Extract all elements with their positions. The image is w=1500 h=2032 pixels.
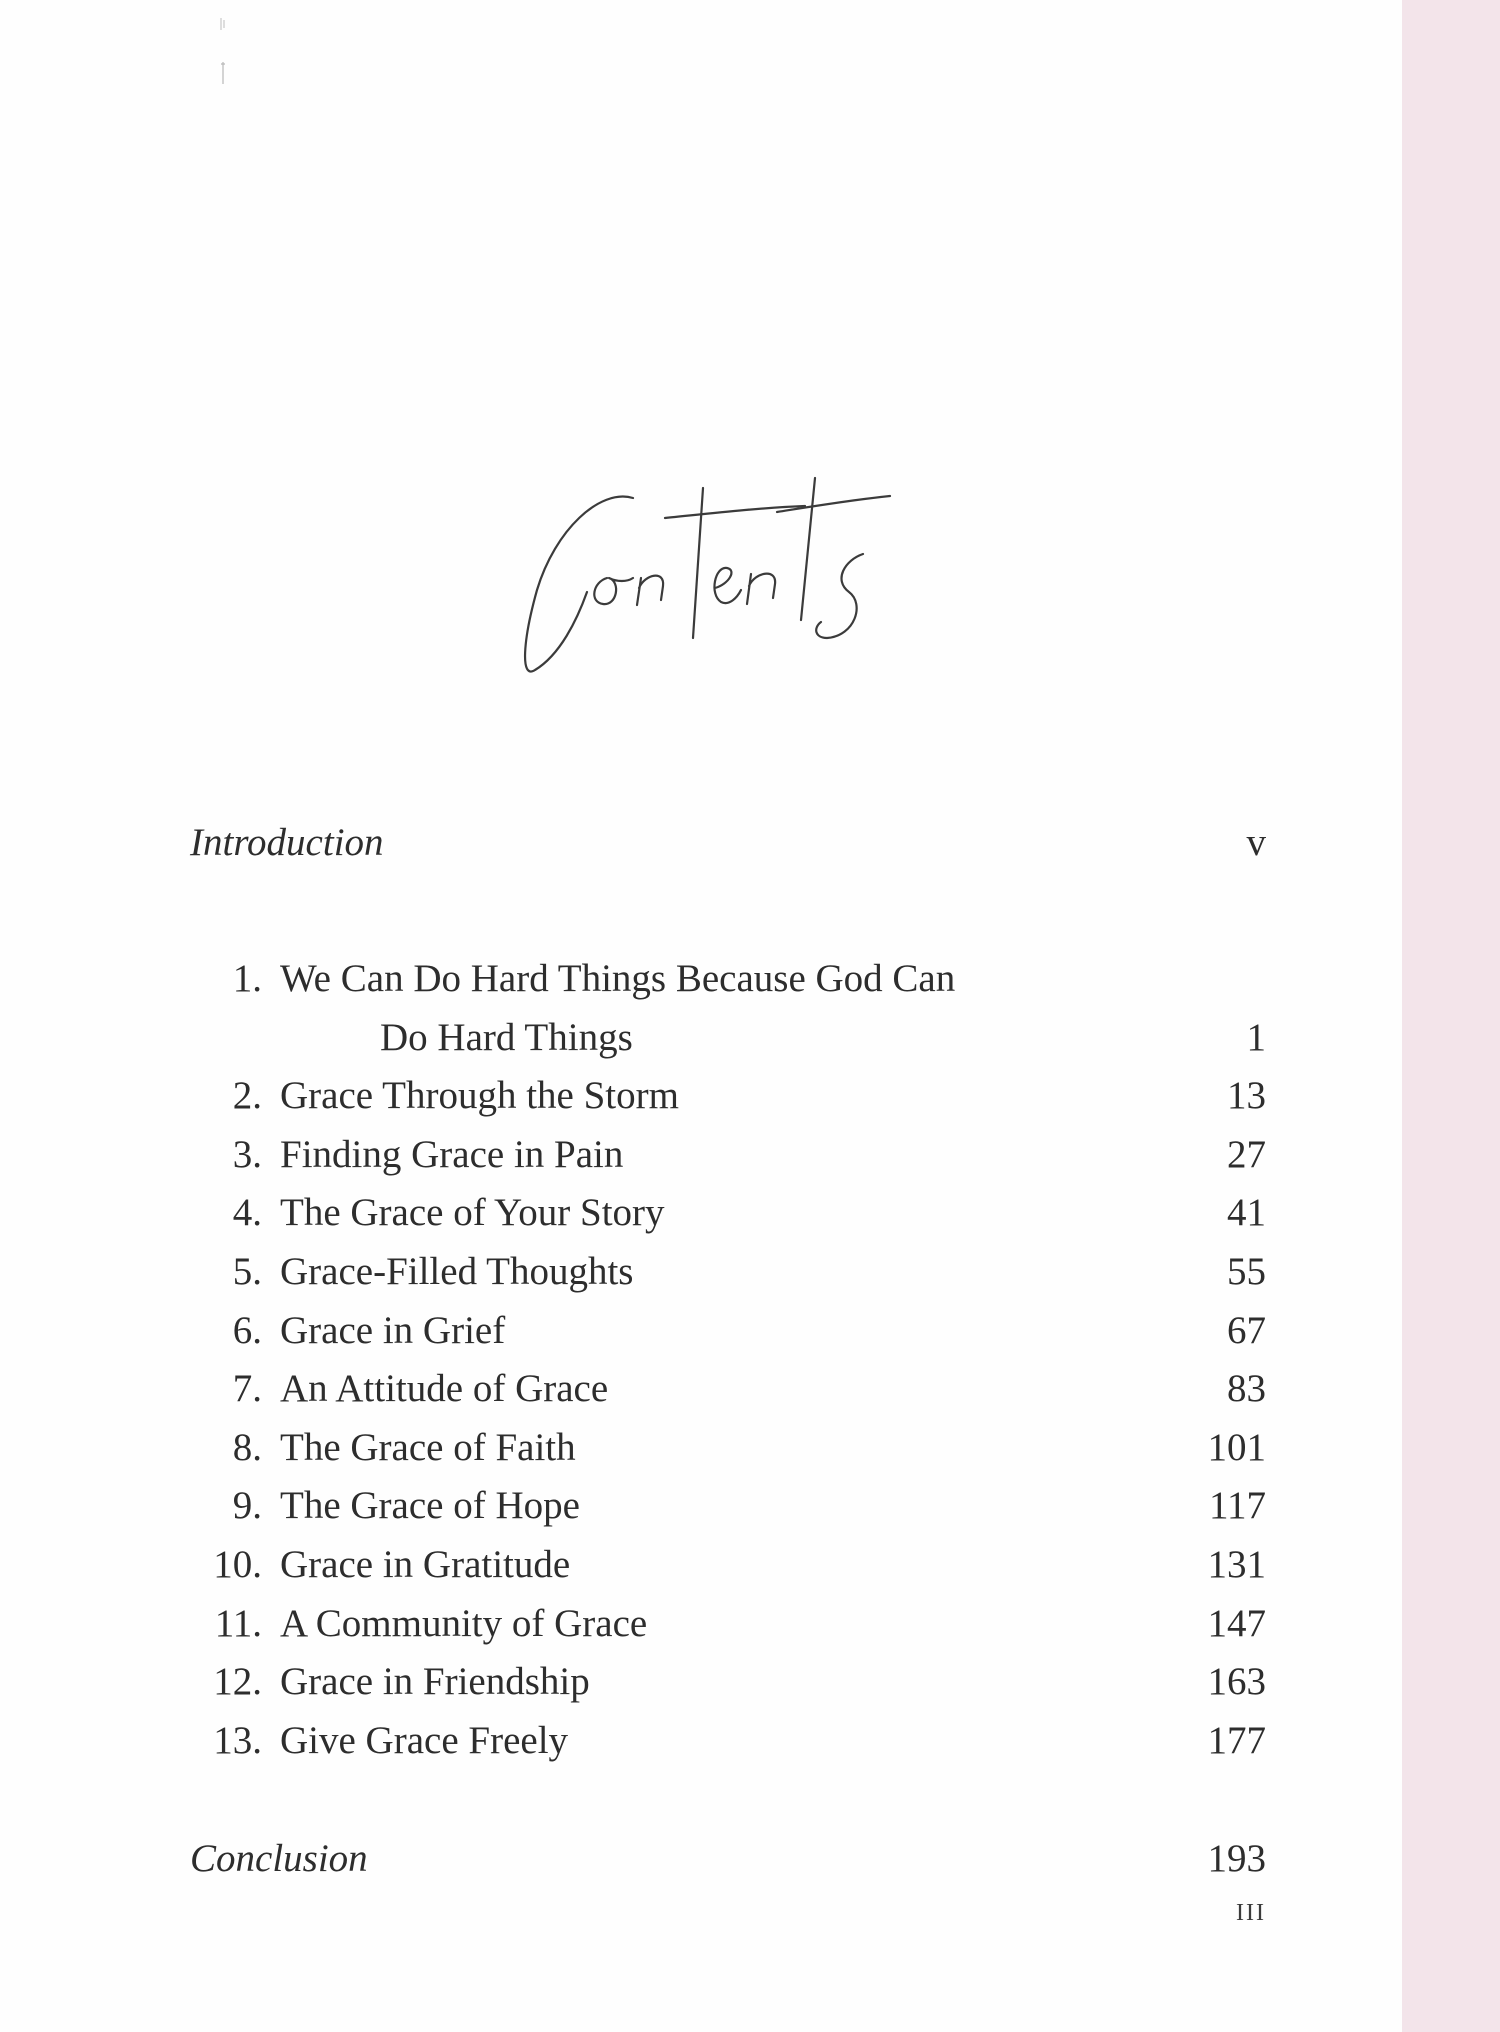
chapter-page: 131	[1207, 1542, 1266, 1586]
chapter-number: 8.	[232, 1425, 262, 1469]
chapter-row	[190, 1425, 1266, 1484]
page-folio: III	[1236, 1900, 1266, 1926]
chapter-page: 67	[1227, 1308, 1266, 1352]
chapter-row	[190, 1015, 1266, 1074]
chapter-number: 3.	[232, 1132, 262, 1176]
introduction-label: Introduction	[190, 821, 384, 864]
chapter-row	[190, 1249, 1266, 1308]
chapter-page: 13	[1227, 1074, 1266, 1118]
chapter-title: An Attitude of Grace	[280, 1367, 609, 1411]
chapter-title: The Grace of Hope	[280, 1484, 580, 1528]
chapter-title: The Grace of Your Story	[280, 1191, 665, 1235]
chapter-title: Grace-Filled Thoughts	[280, 1249, 634, 1293]
conclusion-label: Conclusion	[190, 1837, 368, 1881]
toc-introduction-row	[190, 820, 1266, 880]
chapter-row	[190, 1718, 1266, 1777]
page-scan-marks	[218, 14, 228, 84]
chapter-row	[190, 1132, 1266, 1191]
chapter-page: 101	[1207, 1425, 1266, 1469]
table-of-contents	[190, 820, 1266, 1896]
chapter-page: 1	[1246, 1015, 1266, 1059]
chapter-list	[190, 956, 1266, 1776]
chapter-row	[190, 1483, 1266, 1542]
chapter-page: 27	[1227, 1132, 1266, 1176]
chapter-row	[190, 956, 1266, 1015]
chapter-title: Grace in Gratitude	[280, 1542, 571, 1586]
chapter-number: 2.	[232, 1074, 262, 1118]
chapter-title: Grace in Grief	[280, 1308, 506, 1352]
chapter-title: Give Grace Freely	[280, 1718, 569, 1762]
chapter-title: We Can Do Hard Things Because God Can	[280, 957, 956, 1000]
page-edge-strip	[1402, 0, 1500, 2032]
chapter-page: 163	[1207, 1660, 1266, 1704]
chapter-number: 11.	[214, 1601, 262, 1645]
chapter-number: 6.	[232, 1308, 262, 1352]
chapter-page: 83	[1227, 1367, 1266, 1411]
chapter-row	[190, 1659, 1266, 1718]
chapter-page: 117	[1208, 1484, 1266, 1528]
contents-title-script	[515, 470, 965, 700]
chapter-page: 41	[1227, 1191, 1266, 1235]
chapter-title: A Community of Grace	[280, 1601, 648, 1645]
chapter-number: 9.	[232, 1484, 262, 1528]
chapter-title: Grace in Friendship	[280, 1660, 590, 1704]
chapter-page: 177	[1207, 1718, 1266, 1762]
introduction-page: v	[1246, 821, 1266, 864]
chapter-number: 7.	[232, 1367, 262, 1411]
chapter-number: 13.	[213, 1718, 262, 1762]
chapter-title: The Grace of Faith	[280, 1425, 576, 1469]
chapter-title: Grace Through the Storm	[280, 1074, 679, 1118]
chapter-number: 10.	[213, 1542, 262, 1586]
chapter-title-continued: Do Hard Things	[380, 1015, 633, 1059]
chapter-number: 4.	[232, 1191, 262, 1235]
chapter-number: 12.	[213, 1660, 262, 1704]
chapter-page: 55	[1227, 1249, 1266, 1293]
conclusion-page: 193	[1207, 1837, 1266, 1881]
chapter-number: 5.	[232, 1249, 262, 1293]
chapter-row	[190, 1308, 1266, 1367]
chapter-row	[190, 1190, 1266, 1249]
toc-conclusion-row	[190, 1836, 1266, 1896]
chapter-title: Finding Grace in Pain	[280, 1132, 624, 1176]
chapter-row	[190, 1542, 1266, 1601]
chapter-row	[190, 1601, 1266, 1660]
chapter-page: 147	[1207, 1601, 1266, 1645]
chapter-row	[190, 1366, 1266, 1425]
chapter-number: 1.	[232, 957, 262, 1000]
chapter-row	[190, 1073, 1266, 1132]
